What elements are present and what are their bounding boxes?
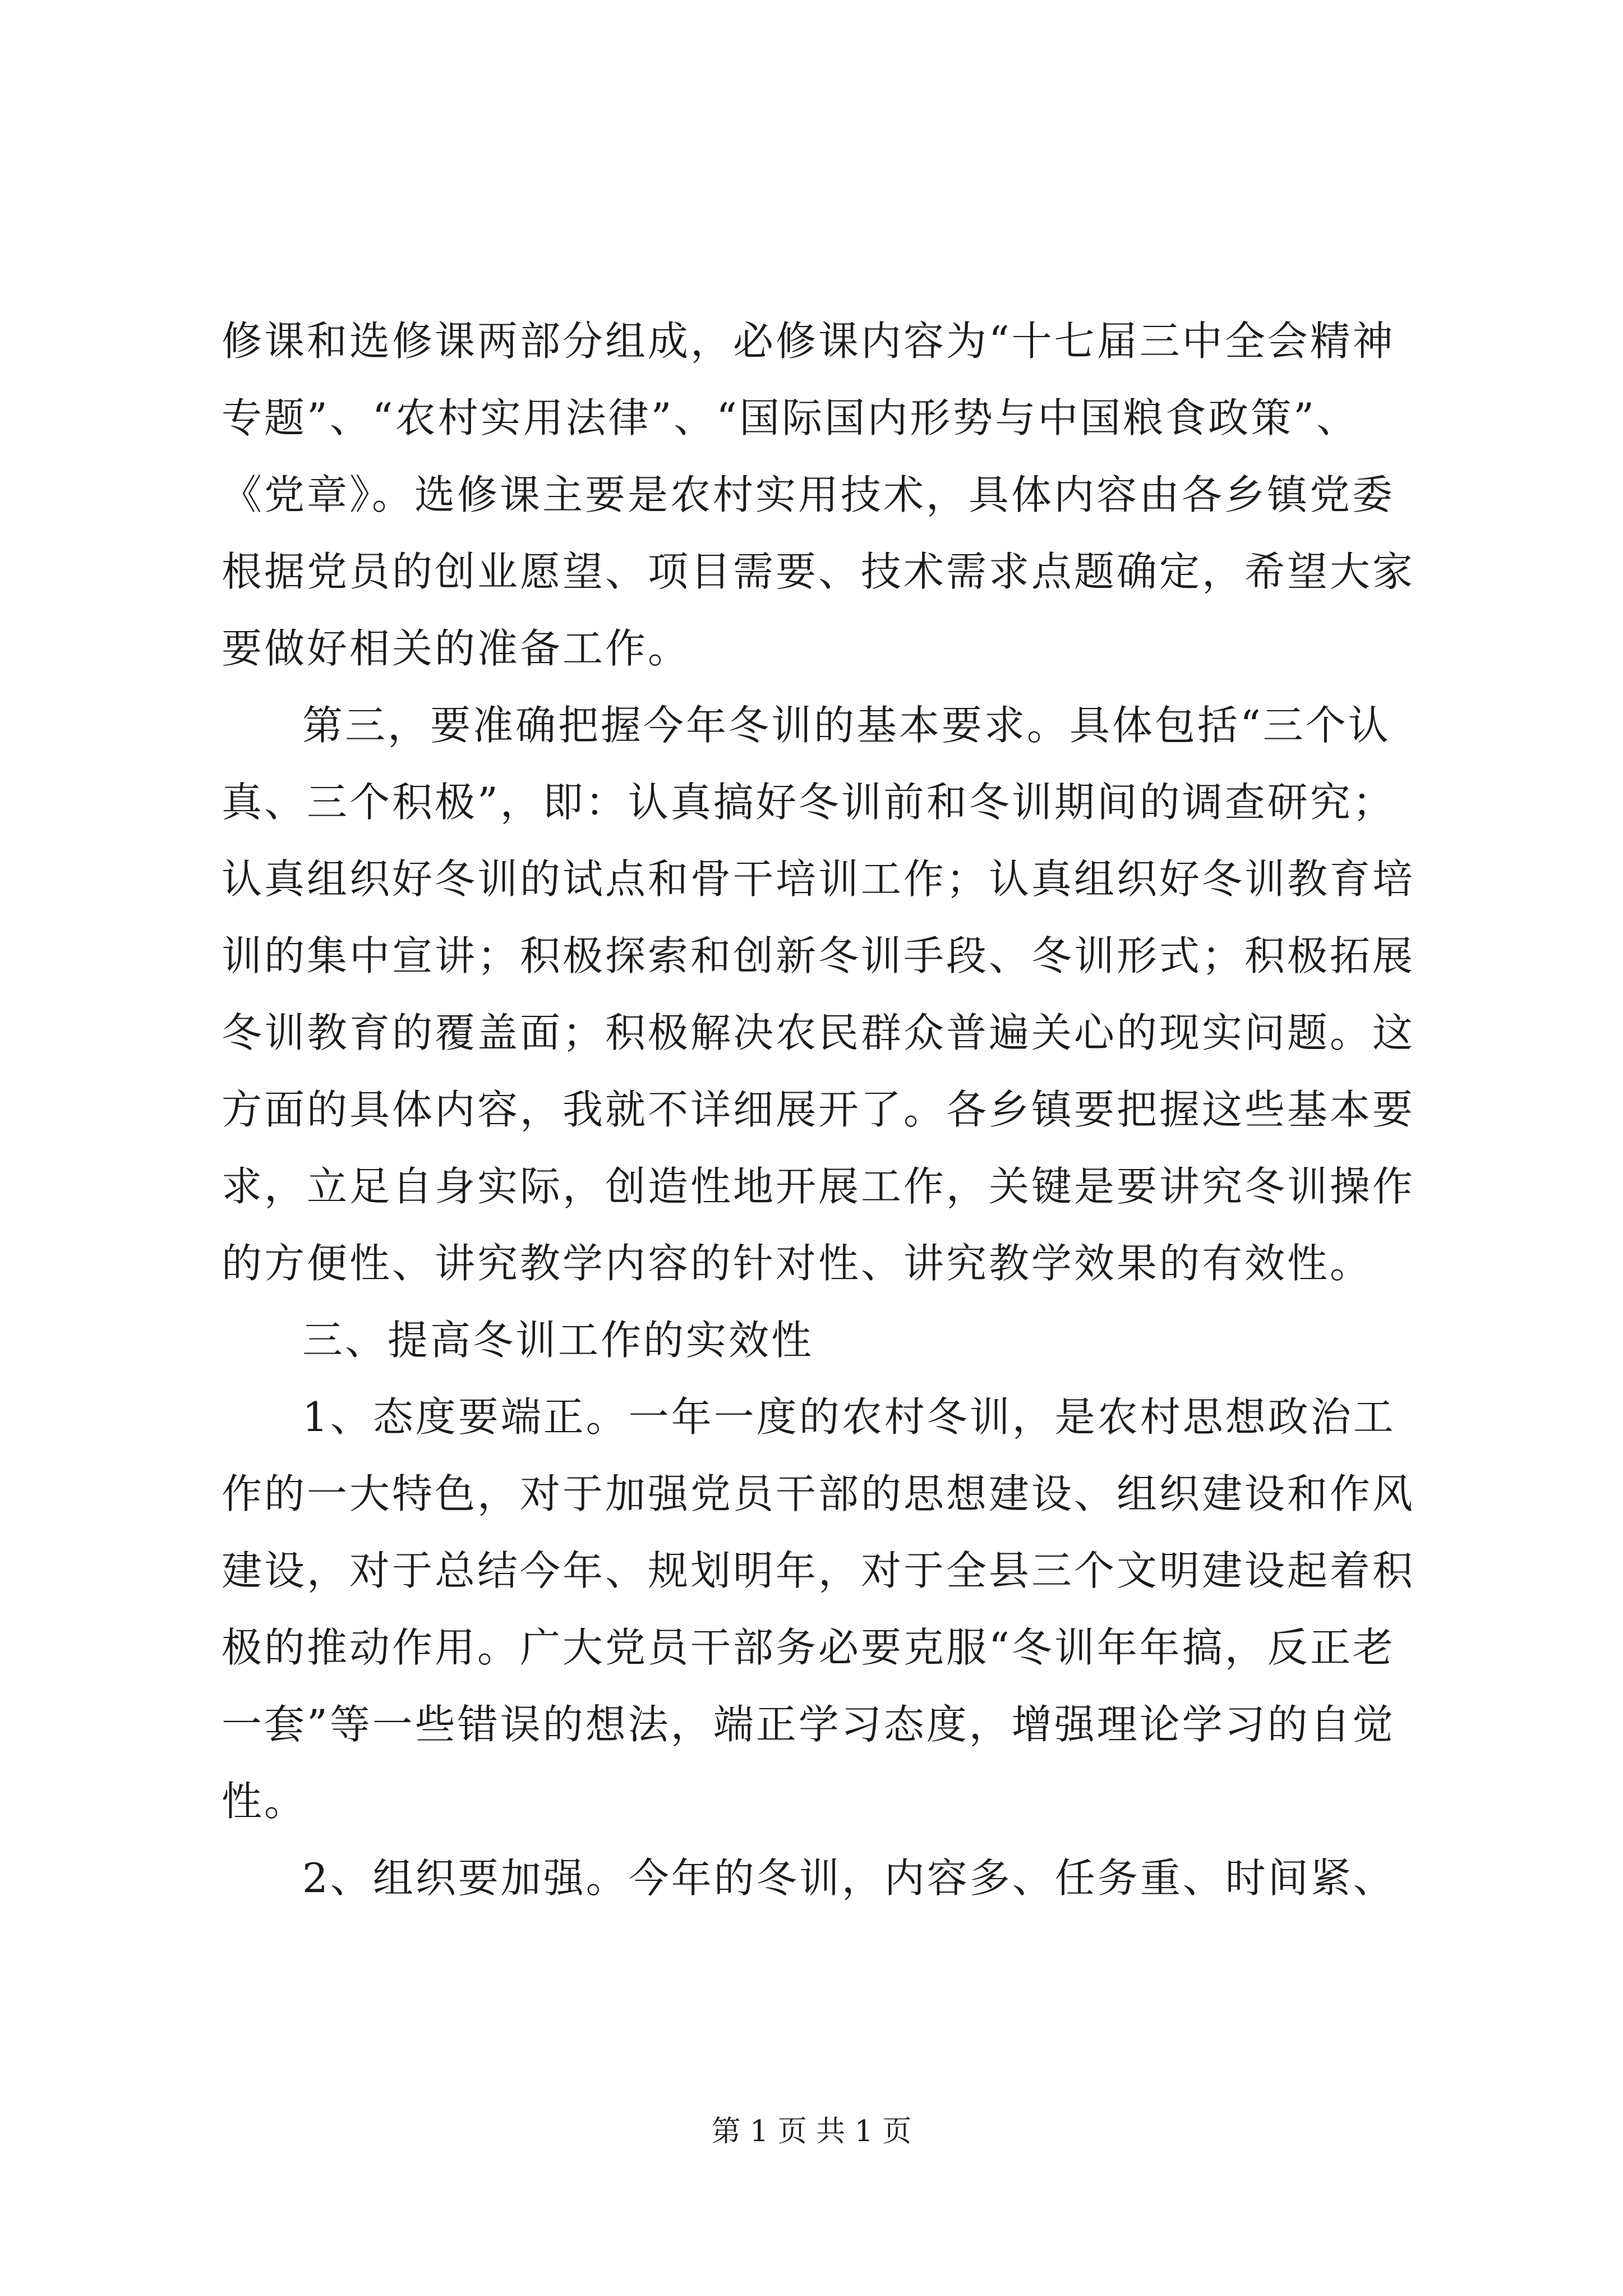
text-line: 的方便性、讲究教学内容的针对性、讲究教学效果的有效性。	[222, 1240, 1373, 1287]
text-line: 认真组织好冬训的试点和骨干培训工作；认真组织好冬训教育培	[222, 855, 1415, 903]
text-line: 真、三个积极”，即：认真搞好冬训前和冬训期间的调查研究；	[222, 779, 1395, 826]
text-line: 一套”等一些错误的想法，端正学习态度，增强理论学习的自觉	[222, 1701, 1395, 1748]
paragraph-start-line: 第三，要准确把握今年冬训的基本要求。具体包括“三个认	[302, 702, 1391, 749]
text-line: 作的一大特色，对于加强党员干部的思想建设、组织建设和作风	[222, 1470, 1415, 1517]
text-line: 性。	[222, 1778, 307, 1825]
paragraph-start-line: 1、态度要端正。一年一度的农村冬训，是农村思想政治工	[302, 1393, 1396, 1441]
text-line: 求，立足自身实际，创造性地开展工作，关键是要讲究冬训操作	[222, 1163, 1415, 1210]
text-line: 建设，对于总结今年、规划明年，对于全县三个文明建设起着积	[222, 1547, 1415, 1594]
text-line: 要做好相关的准备工作。	[222, 625, 691, 672]
text-line: 专题”、“农村实用法律”、“国际国内形势与中国粮食政策”、	[222, 394, 1359, 441]
text-line: 极的推动作用。广大党员干部务必要克服“冬训年年搞，反正老	[222, 1624, 1395, 1671]
text-line: 训的集中宣讲；积极探索和创新冬训手段、冬训形式；积极拓展	[222, 932, 1415, 979]
text-line: 修课和选修课两部分组成，必修课内容为“十七届三中全会精神	[222, 318, 1395, 365]
page-footer: 第 1 页 共 1 页	[711, 2115, 912, 2148]
text-line: 方面的具体内容，我就不详细展开了。各乡镇要把握这些基本要	[222, 1086, 1415, 1133]
text-line: 冬训教育的覆盖面；积极解决农民群众普遍关心的现实问题。这	[222, 1009, 1415, 1056]
paragraph-start-line: 2、组织要加强。今年的冬训，内容多、任务重、时间紧、	[302, 1855, 1396, 1902]
section-heading: 三、提高冬训工作的实效性	[302, 1317, 814, 1364]
text-line: 根据党员的创业愿望、项目需要、技术需求点题确定，希望大家	[222, 548, 1415, 595]
document-body	[222, 303, 1422, 1917]
text-line: 《党章》。选修课主要是农村实用技术，具体内容由各乡镇党委	[222, 471, 1395, 518]
